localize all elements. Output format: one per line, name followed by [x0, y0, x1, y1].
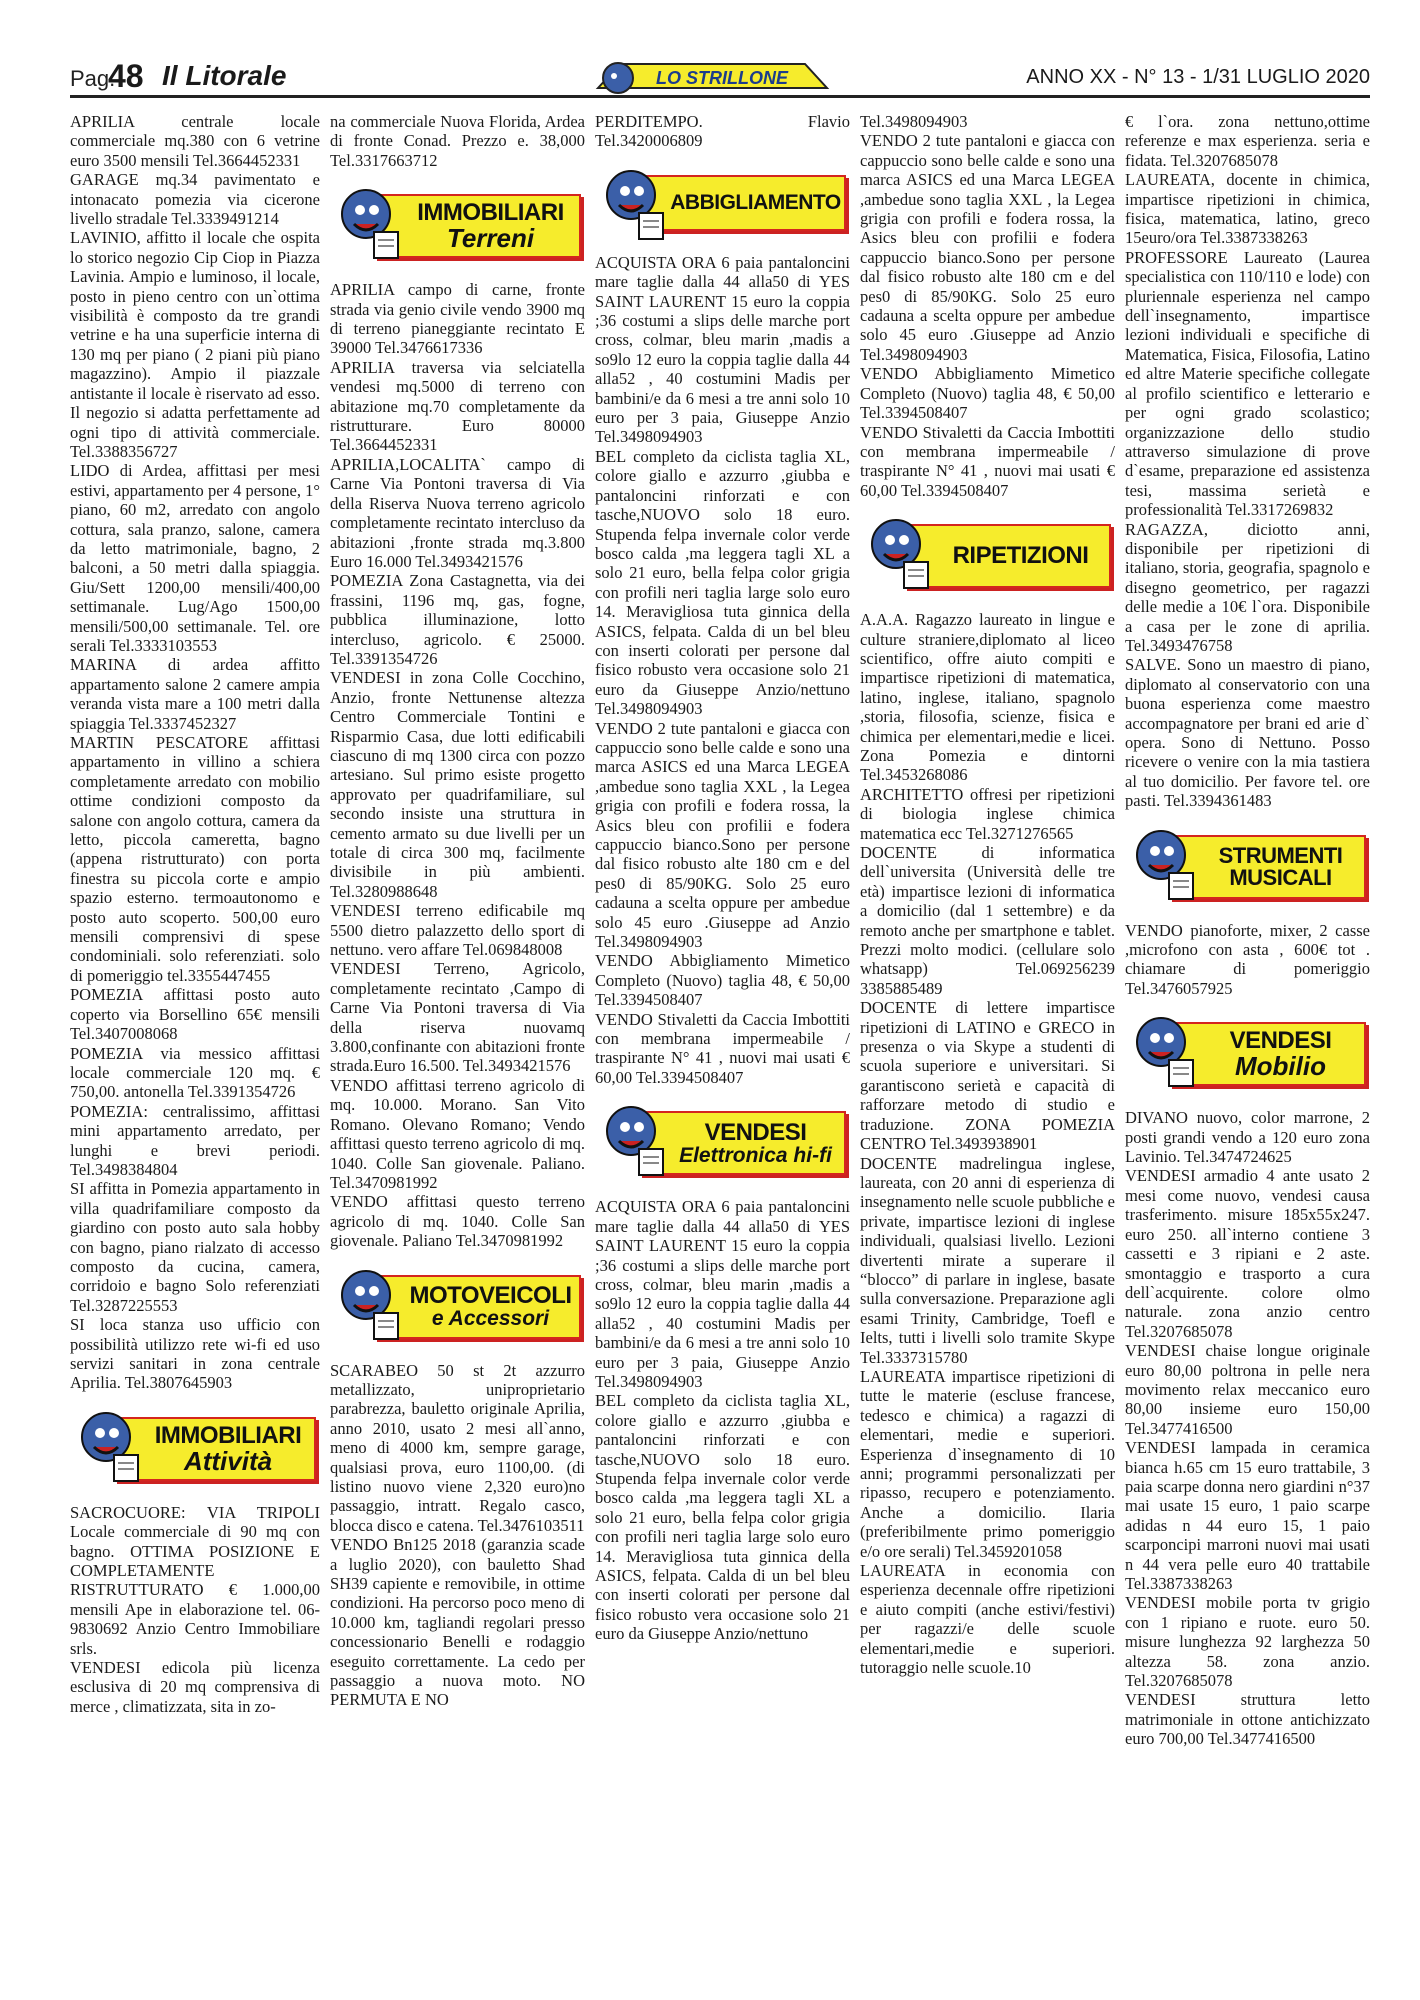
classified-ad: VENDO 2 tute pantaloni e giacca con cappuccio sono belle calde e sono una marca ASICS ed una Marca LEGEA ,ambedue sono taglia XXL , la Legea grigia con profili e fodera rossa, la Asics bleu con profilii e fodera cappuccio bianco.Sono per persone dal fisico robusto alte 180 cm e del pes0 di 85/90KG. Solo 25 euro cadauna a scelta oppure per ambedue solo 45 euro .Giuseppe ad Anzio Tel.3498094903 — [860, 131, 1115, 364]
classified-ad: VENDO Bn125 2018 (garanzia scade a luglio 2020), con bauletto Shad SH39 capiente e removibile, in ottime condizioni. Ha percorso poco meno di 10.000 km, tagliandi regolari presso concessionario Benelli e rodaggio eseguito correttamente. La cedo per passaggio a nuova moto. NO PERMUTA E NO — [330, 1535, 585, 1710]
banner-line2: Mobilio — [1235, 1051, 1326, 1082]
ads-group — [330, 1361, 585, 1710]
ads-group — [860, 112, 1115, 500]
column-5 — [1125, 112, 1370, 1997]
classified-ad: € l`ora. zona nettuno,ottime referenze e max esperienza. seria e fidata. Tel.3207685078 — [1125, 112, 1370, 170]
classified-ad: POMEZIA affittasi posto auto coperto via Borsellino 65€ mensili Tel.3407008068 — [70, 985, 320, 1044]
classified-ad: POMEZIA via messico affittasi locale commerciale 120 mq. € 750,00. antonella Tel.3391354726 — [70, 1043, 320, 1102]
section-banner-motoveicoli — [330, 1265, 585, 1345]
section-banner-immobiliari-attivita — [70, 1407, 320, 1487]
classified-ad: LAUREATA in economia con esperienza decennale offre ripetizioni e aiuto compiti (anche estivi/festivi) per ragazzi/e delle scuole elementari,medie e superiori. tutoraggio nelle scuole.10 — [860, 1561, 1115, 1678]
banner-line1: VENDESI — [1229, 1027, 1332, 1055]
banner-line1: RIPETIZIONI — [952, 542, 1089, 570]
section-banner-strumenti-musicali — [1125, 825, 1370, 905]
classified-ad: APRILIA centrale locale commerciale mq.380 con 6 vetrine euro 3500 mensili Tel.3664452331 — [70, 112, 320, 170]
banner-line1: IMMOBILIARI — [154, 1421, 302, 1449]
ads-group — [595, 253, 850, 1087]
classified-ad: VENDESI mobile porta tv grigio con 1 ripiano e ruote. euro 50. misure lunghezza 92 larghezza 50 altezza 58. zona anzio. Tel.3207685078 — [1125, 1593, 1370, 1691]
banner-line2: Terreni — [446, 223, 535, 254]
ads-group — [595, 112, 850, 151]
classified-ad: DIVANO nuovo, color marrone, 2 posti grandi vendo a 120 euro zona Lavinio. Tel.3474724625 — [1125, 1108, 1370, 1167]
classified-ad: na commerciale Nuova Florida, Ardea di fronte Conad. Prezzo e. 38,000 Tel.3317663712 — [330, 112, 585, 170]
banner-line2: MUSICALI — [1229, 864, 1332, 890]
banner-line2: e Accessori — [431, 1307, 550, 1331]
classified-ad: SI affitta in Pomezia appartamento in villa quadrifamiliare composto da giardino con posto auto sala hobby con bagno, piano rialzato di accesso composto da cucina, camera, corridoio e bagno Solo referenziati Tel.3287225553 — [70, 1179, 320, 1315]
page-label: Pag. — [70, 66, 116, 91]
section-banner-immobiliari-terreni — [330, 184, 585, 264]
classified-ad: VENDESI armadio 4 ante usato 2 mesi come nuovo, vendesi causa trasferimento. misure 185x55x247. euro 250. all`interno contiene 3 cassetti e 3 ripiani e 2 aste. smontaggio e trasporto a cura dell`acquirente. colore olmo naturale. zona anzio centro Tel.3207685078 — [1125, 1166, 1370, 1341]
section-banner-mobilio — [1125, 1012, 1370, 1092]
classified-ad: SI loca stanza uso ufficio con possibilità utilizzo rete wi-fi ed uso servizi sanitari in zona centrale Aprilia. Tel.3807645903 — [70, 1315, 320, 1393]
ads-group — [860, 610, 1115, 1677]
banner-line1: VENDESI — [704, 1118, 807, 1146]
classified-ad: Tel.3498094903 — [860, 112, 968, 131]
classified-ad: VENDO pianoforte, mixer, 2 casse ,microfono con asta , 600€ tot . chiamare di pomeriggio Tel.3476057925 — [1125, 920, 1370, 998]
newsboy-mascot-icon — [70, 1407, 142, 1485]
classified-ad: POMEZIA: centralissimo, affittasi mini appartamento arredato, per lunghi e brevi periodi. Tel.3498384804 — [70, 1101, 320, 1179]
newsboy-mascot-icon — [1125, 1012, 1197, 1090]
banner-line1: IMMOBILIARI — [417, 199, 564, 227]
banner-line1: MOTOVEICOLI — [409, 1282, 572, 1310]
classified-ad: DOCENTE di informatica dell`universita (Università delle tre età) impartisce lezioni di informatica a domicilio (dal 1 settembre) e da remoto anche per smartphone e tablet. Prezzi molto modici. (cellulare solo whatsapp) Tel.069256239 3385885489 — [860, 843, 1115, 998]
classified-ad: LAUREATA impartisce ripetizioni di tutte le materie (escluse francese, tedesco e chimica) a ragazzi di elementari, medie e superiori. Esperienza d`insegnamento di 10 anni; programmi personalizzati per ripasso, recupero e potenziamento. Anche a domicilio. Ilaria (preferibilmente primo pomeriggio e/o ore serali) Tel.3459201058 — [860, 1366, 1115, 1561]
classified-ad: APRILIA,LOCALITA` campo di Carne Via Pontoni traversa di Via della Riserva Nuova terreno agricolo completamente recintato intercluso da abitazioni ,fronte strada mq.3.800 Euro 16.000 Tel.3493421576 — [330, 454, 585, 571]
classified-ad: VENDO 2 tute pantaloni e giacca con cappuccio sono belle calde e sono una marca ASICS ed una Marca LEGEA ,ambedue sono taglia XXL , la Legea grigia con profili e fodera rossa, la Asics bleu con profilii e fodera cappuccio bianco.Sono per persone dal fisico robusto alte 180 cm e del pes0 di 85/90KG. Solo 25 euro cadauna a scelta oppure per ambedue solo 45 euro .Giuseppe ad Anzio Tel.3498094903 — [595, 718, 850, 952]
classified-ad: SACROCUORE: VIA TRIPOLI Locale commerciale di 90 mq con bagno. OTTIMA POSIZIONE E COMPLETAMENTE RISTRUTTURATO € 1.000,00 mensili Ape in elaborazione tel. 06-9830692 Anzio Centro Immobiliare srls. — [70, 1502, 320, 1658]
classified-ad: PROFESSORE Laureato (Laurea specialistica con 110/110 e lode) con pluriennale esperienza nel campo dell`insegnamento, impartisce lezioni individuali e specifiche di Matematica, Fisica, Filosofia, Latino ed altre Materie specifiche collegate al profilo scientifico e letterario e per ogni grado scolastico; organizzazione dello studio attraverso simulazione di prove d`esame, preparazione ed assistenza tesi, massima serietà e professionalità Tel.3317269832 — [1125, 247, 1370, 520]
ads-group — [70, 112, 320, 1393]
publication-title: Il Litorale — [162, 60, 287, 91]
classified-ad: APRILIA traversa via selciatella vendesi mq.5000 di terreno con abitazione mq.70 completamente da ristrutturare. Euro 80000 Tel.3664452331 — [330, 357, 585, 455]
page-header — [70, 58, 1370, 98]
classified-ad: POMEZIA Zona Castagnetta, via dei frassini, 1196 mq, gas, fogne, pubblica illuminazione, lotto intercluso, agricolo. € 25000. Tel.3391354726 — [330, 571, 585, 668]
newsboy-mascot-icon — [595, 1101, 667, 1179]
classified-ad: VENDO affittasi terreno agricolo di mq. 10.000. Morano. San Vito Romano. Olevano Romano; Vendo affittasi questo terreno agricolo di mq. 1040. Colle San giovenale. Paliano. Tel.3470981992 — [330, 1075, 585, 1192]
banner-line1: ABBIGLIAMENTO — [670, 191, 841, 215]
ads-group — [330, 112, 585, 170]
classified-ad: LIDO di Ardea, affittasi per mesi estivi, appartamento per 4 persone, 1° piano, 60 m2, arredato con angolo cottura, sala pranzo, salone, camera da letto matrimoniale, bagno, 2 balconi, a 50 metri dalla spiaggia. Giu/Sett 1200,00 mensili/400,00 settimanale. Lug/Ago 1500,00 mensili/500,00 settimanale. Tel. ore serali Tel.3333103553 — [70, 461, 320, 655]
ads-group — [1125, 921, 1370, 999]
newsboy-mascot-icon — [330, 1265, 402, 1343]
column-3 — [595, 112, 850, 1997]
ads-group — [70, 1503, 320, 1716]
classified-ad: VENDESI struttura letto matrimoniale in ottone antichizzato euro 700,00 Tel.3477416500 — [1125, 1690, 1370, 1749]
classified-ad: VENDO Abbigliamento Mimetico Completo (Nuovo) taglia 48, € 50,00 Tel.3394508407 — [595, 951, 850, 1010]
ads-group — [1125, 112, 1370, 811]
classified-ad: VENDESI Terreno, Agricolo, completamente recintato ,Campo di Carne Via Pontoni traversa di Via della riserva nuovamq 3.800,confinante con abitazioni fronte strada.Euro 16.500. Tel.3493421576 — [330, 959, 585, 1076]
classified-ad: ARCHITETTO offresi per ripetizioni di biologia inglese chimica matematica ecc Tel.3271276565 — [860, 784, 1115, 843]
newsboy-mascot-icon — [330, 184, 402, 262]
classified-ad: VENDO Abbigliamento Mimetico Completo (Nuovo) taglia 48, € 50,00 Tel.3394508407 — [860, 364, 1115, 423]
ads-group — [330, 280, 585, 1250]
newsboy-mascot-icon — [860, 514, 932, 592]
classified-ad: A.A.A. Ragazzo laureato in lingue e culture straniere,diplomato al liceo scientifico, offre aiuto compiti e impartisce ripetizioni di matematica, latino, inglese, italiano, spagnolo ,storia, filosofia, scienze, fisica e chimica per elementari,medie e licei. Zona Pomezia e dintorni Tel.3453268086 — [860, 610, 1115, 785]
classified-ad: VENDESI chaise longue originale euro 80,00 poltrona in pelle nera movimento relax meccanico euro 80,00 insieme euro 150,00 Tel.3477416500 — [1125, 1341, 1370, 1438]
issue-info: ANNO XX - N° 13 - 1/31 LUGLIO 2020 — [1026, 66, 1370, 88]
section-banner-abbigliamento — [595, 165, 850, 237]
classified-ad: SALVE. Sono un maestro di piano, diplomato al conservatorio con una buona esperienza come maestro accompagnatore per brani ed arie d` opera. Sono di Nettuno. Posso ricevere o venire con la mia tastiera al tuo domicilio. Per favore tel. ore pasti. Tel.3394361483 — [1125, 655, 1370, 811]
newsboy-mascot-icon — [1125, 825, 1197, 903]
classified-ad: SCARABEO 50 st 2t azzurro metallizzato, uniproprietario parabrezza, bauletto originale Aprilia, anno 2010, usato 2 mesi all`anno, meno di 4000 km, sempre garage, qualsiasi prova, euro 1100,00. (di listino nuovo viene 2,320 euro)no passaggio, intratt. Regalo casco, blocca disco e catena. Tel.3476103511 — [330, 1360, 585, 1535]
banner-line2: Elettronica hi-fi — [679, 1143, 832, 1167]
column-1 — [70, 112, 320, 1997]
classified-ad: VENDO Stivaletti da Caccia Imbottiti con membrana impermeabile / traspirante N° 41 , nuovi mai usati € 60,00 Tel.3394508407 — [595, 1009, 850, 1087]
logo-text: LO STRILLONE — [656, 68, 788, 88]
classified-ad: DOCENTE madrelingua inglese, laureata, con 20 anni di esperienza di insegnamento nelle scuole pubbliche e private, impartisce lezioni di inglese individuali, qualsiasi livello. Lezioni divertenti mirate a superare il “blocco” di parlare in inglese, basate sulla conversazione. Preparazione agli esami Trinity, Cambridge, Toefl e Ielts, tutti i livelli solo tramite Skype Tel.3337315780 — [860, 1153, 1115, 1367]
section-banner-elettronica — [595, 1101, 850, 1181]
classified-ad: ACQUISTA ORA 6 paia pantaloncini mare taglie dalla 44 alla50 di YES SAINT LAURENT 15 euro la coppia ;36 costumi a slips delle marche port cross, colmar, bleu marin ,madis a so9lo 12 euro la coppia taglie dalla 44 alla52 , 40 costumini Madis per bambini/e da 6 mesi a tre anni solo 10 euro per 3 paia, Giuseppe Anzio Tel.3498094903 — [595, 252, 850, 447]
classified-ad: VENDESI terreno edificabile mq 5500 dietro palazzetto dello sport di nettuno. vero affare Tel.069848008 — [330, 901, 585, 960]
classified-ad: DOCENTE di lettere impartisce ripetizioni di LATINO e GRECO in presenza o via Skype a studenti di scuola superiore e universitari. Si garantiscono serietà e capacità di rafforzare metodo di studio e traduzione. ZONA POMEZIA CENTRO Tel.3493938901 — [860, 998, 1115, 1154]
classified-ad: BEL completo da ciclista taglia XL, colore giallo e azzurro ,giubba e pantaloncini rinforzati e con tasche,NUOVO solo 18 euro. Stupenda felpa invernale color verde bosco calda ,ma leggera tagli XL a solo 21 euro, bella felpa color grigia con profili neri taglia large solo euro 14. Meravigliosa tuta ginnica della ASICS, felpata. Calda di un bel bleu con inserti colorati per persone dal fisico robusto vera occasione solo 21 euro da Giuseppe Anzio/nettuno — [595, 1391, 850, 1644]
classified-ad: MARINA di ardea affitto appartamento salone 2 camere ampia veranda vista mare a 100 metri dalla spiaggia Tel.3337452327 — [70, 655, 320, 733]
classified-ad: BEL completo da ciclista taglia XL, colore giallo e azzurro ,giubba e pantaloncini rinforzati e con tasche,NUOVO solo 18 euro. Stupenda felpa invernale color verde bosco calda ,ma leggera tagli XL a solo 21 euro, bella felpa color grigia con profili neri taglia large solo euro 14. Meravigliosa tuta ginnica della ASICS, felpata. Calda di un bel bleu con inserti colorati per persone dal fisico robusto vera occasione solo 21 euro da Giuseppe Anzio/nettuno Tel.3498094903 — [595, 446, 850, 719]
column-2 — [330, 112, 585, 1997]
newsboy-mascot-icon — [595, 165, 667, 243]
classified-ad: RAGAZZA, diciotto anni, disponibile per ripetizioni di italiano, storia, geografia, spagnolo e disegno geometrico, per ragazzi delle medie a 10€ l`ora. Disponibile a casa per le zone di aprilia. Tel.3493476758 — [1125, 519, 1370, 655]
ads-group — [595, 1197, 850, 1643]
classified-ad: ACQUISTA ORA 6 paia pantaloncini mare taglie dalla 44 alla50 di YES SAINT LAURENT 15 euro la coppia ;36 costumi a slips delle marche port cross, colmar, bleu marin ,madis a so9lo 12 euro la coppia taglie dalla 44 alla52 , 40 costumini Madis per bambini/e da 6 mesi a tre anni solo 10 euro per 3 paia, Giuseppe Anzio Tel.3498094903 — [595, 1197, 850, 1391]
classified-ad: LAVINIO, affitto il locale che ospita lo storico negozio Cip Ciop in Piazza Lavinia. Ampio e luminoso, il locale, posto in pieno centro con un`ottima visibilità è composto da tre grandi vetrine e ha una superficie interna di 130 mq per piano ( 2 piani più piano magazzino). Ampio il piazzale antistante il locale è riservato ad esso. Il negozio si adatta perfettamente ad ogni tipo di attività commerciale. Tel.3388356727 — [70, 228, 320, 461]
classified-ad: VENDESI edicola più licenza esclusiva di 20 mq comprensiva di merce , climatizzata, sita in zo- — [70, 1658, 320, 1716]
page-number: 48 — [108, 58, 144, 94]
column-4 — [860, 112, 1115, 1997]
classified-ad: MARTIN PESCATORE affittasi appartamento in villino a schiera completamente arredato con mobilio ottime condizioni composto da salone con angolo cottura, camera da letto, piccola cameretta, bagno (appena ristrutturato) con porta finestra su piccola corte e ampio spazio esterno. termoautonomo e posto auto scoperto. 500,00 euro mensili comprensivi di spese condominiali. solo referenziati. solo di pomeriggio tel.3355447455 — [70, 733, 320, 985]
classified-ad: PERDITEMPO. Flavio Tel.3420006809 — [595, 112, 850, 151]
ads-group — [1125, 1108, 1370, 1748]
classified-ad: APRILIA campo di carne, fronte strada via genio civile vendo 3900 mq di terreno pianeggiante recintato E 39000 Tel.3476617336 — [330, 280, 585, 358]
classified-ad: LAUREATA, docente in chimica, impartisce ripetizioni in chimica, fisica, matematica, latino, greco 15euro/ora Tel.3387338263 — [1125, 170, 1370, 248]
classified-ad: VENDESI in zona Colle Cocchino, Anzio, fronte Nettunense altezza Centro Commerciale Tontini e Risparmio Casa, due lotti edificabili ciascuno di mq 1300 circa con pozzo artesiano. Sul primo esiste progetto approvato per quadrifamiliare, sul secondo insiste una struttura in cemento armato su due livelli per un totale di circa 300 mq, facilmente divisibile in più ambienti. Tel.3280988648 — [330, 668, 585, 901]
banner-line1: STRUMENTI — [1218, 842, 1343, 868]
lo-strillone-logo — [590, 56, 835, 96]
section-banner-ripetizioni — [860, 514, 1115, 594]
classified-ad: VENDESI lampada in ceramica bianca h.65 cm 15 euro trattabile, 3 paia scarpe donna nero giardini n°37 mai usate 15 euro, 1 paio scarpe adidas n 44 euro 15, 1 paio scarponcipi marroni nuovi mai usati n 44 vera pelle euro 40 trattabile Tel.3387338263 — [1125, 1438, 1370, 1593]
classified-ad: VENDO affittasi questo terreno agricolo di mq. 1040. Colle San giovenale. Paliano Tel.3470981992 — [330, 1192, 585, 1251]
banner-line2: Attività — [183, 1445, 273, 1476]
classified-ad: GARAGE mq.34 pavimentato e intonacato pomezia via cicerone livello stradale Tel.3339491214 — [70, 170, 320, 229]
classified-ad: VENDO Stivaletti da Caccia Imbottiti con membrana impermeabile / traspirante N° 41 , nuovi mai usati € 60,00 Tel.3394508407 — [860, 422, 1115, 500]
